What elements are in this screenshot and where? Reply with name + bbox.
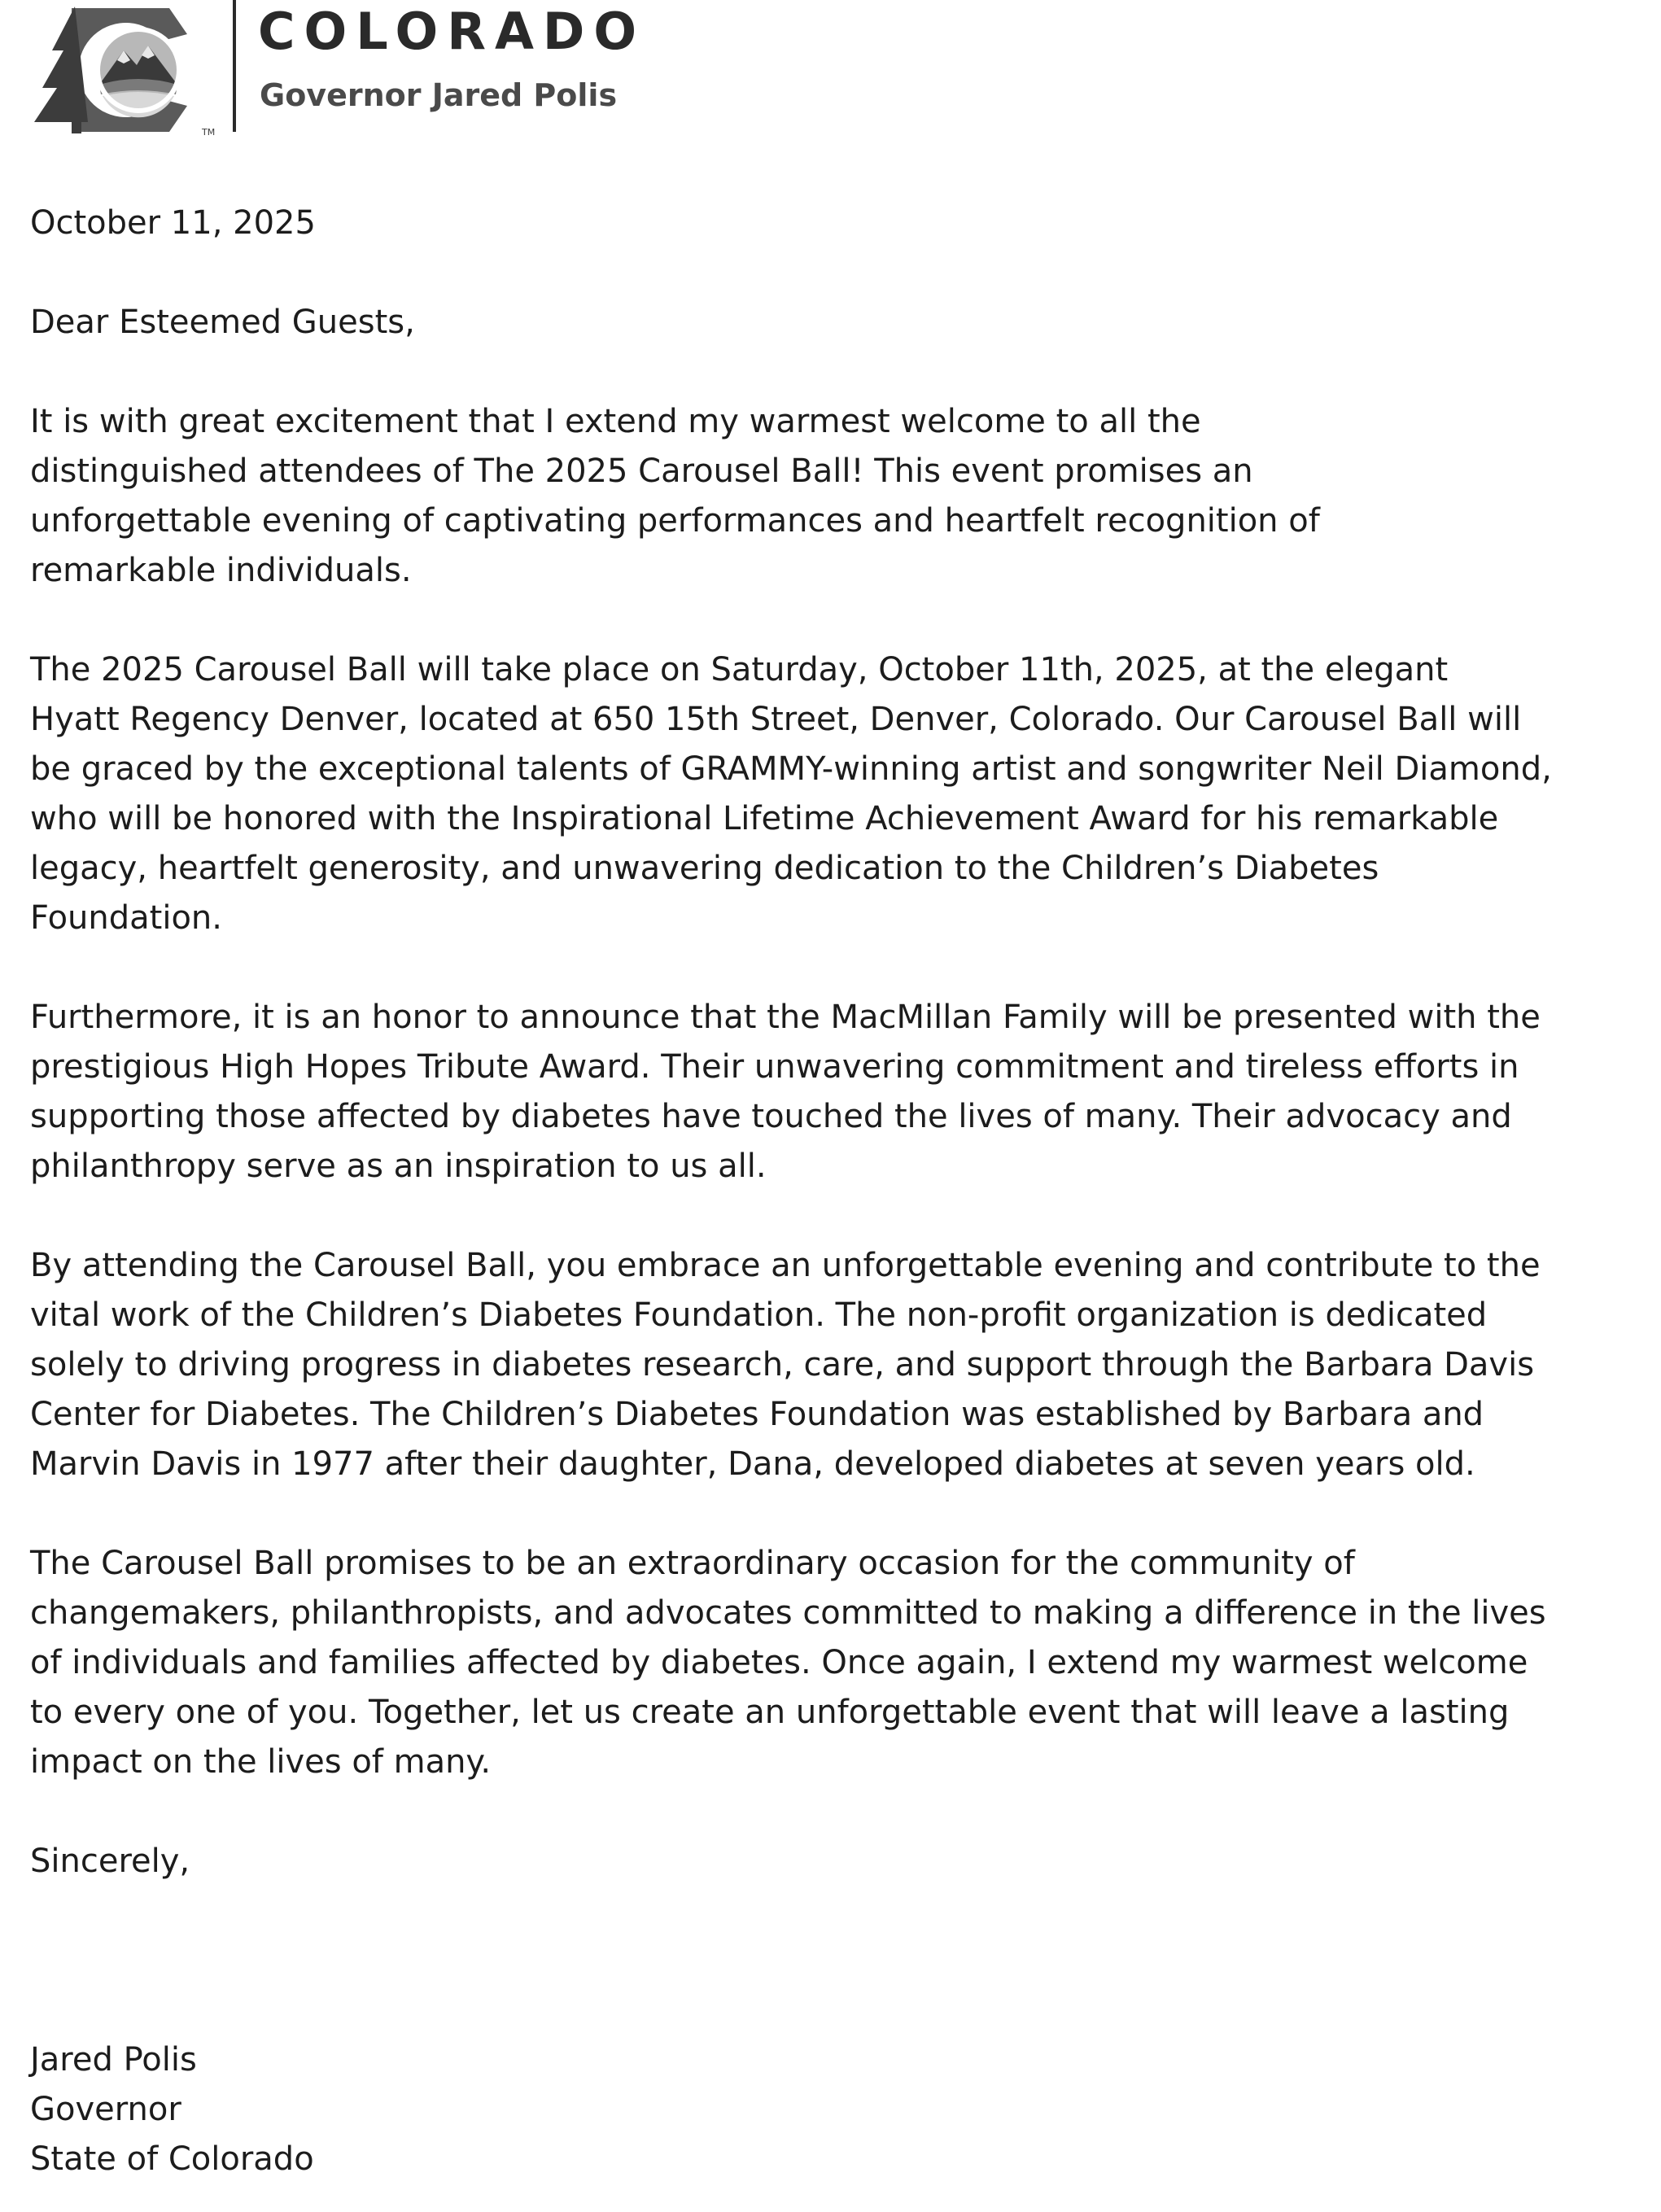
colorado-logo-icon [24,0,216,138]
trademark-text: TM [202,127,216,138]
closing: Sincerely, [30,1843,190,1880]
signer-organization: State of Colorado [30,2140,314,2178]
brand-state-name: COLORADO [258,2,646,61]
letter-date: October 11, 2025 [30,204,316,242]
signer-name: Jared Polis [30,2041,197,2079]
paragraph-closing-remarks: The Carousel Ball promises to be an extraordinary occasion for the community of changemakers, philanthropists, and advocates committed to making a difference in the lives of individuals and families affected by diabetes. Once again, I extend my warmest welcome to every one of you. Together, let us create an unforgettable event that will leave a lasting impact on the lives of many. [30,1545,1546,1781]
paragraph-welcome: It is with great excitement that I extend my warmest welcome to all the distinguished attendees of The 2025 Carousel Ball! This event promises an unforgettable evening of captivating performances and heartfelt recognition of remarkable individuals. [30,403,1320,589]
paragraph-event-details: The 2025 Carousel Ball will take place on Saturday, October 11th, 2025, at the elegant Hyatt Regency Denver, located at 650 15th Street, Denver, Colorado. Our Carousel Ball will be graced by the exceptional talents of GRAMMY-winning artist and songwriter Neil Diamond, who will be honored with the Inspirational Lifetime Achievement Award for his remarkable legacy, heartfelt generosity, and unwavering dedication to the Children’s Diabetes Foundation. [30,651,1552,937]
letterhead [24,0,838,138]
signature-block [30,2035,1625,2184]
paragraph-foundation: By attending the Carousel Ball, you embrace an unforgettable evening and contribute to the vital work of the Children’s Diabetes Foundation. The non-profit organization is dedicated solely to driving progress in diabetes research, care, and support through the Barbara Davis Center for Diabetes. The Children’s Diabetes Foundation was established by Barbara and Marvin Davis in 1977 after their daughter, Dana, developed diabetes at seven years old. [30,1247,1541,1483]
signer-title: Governor [30,2091,181,2128]
letter-body [30,199,1625,2184]
salutation: Dear Esteemed Guests, [30,304,415,341]
logo-divider [233,0,236,132]
paragraph-award: Furthermore, it is an honor to announce that the MacMillan Family will be presented with the prestigious High Hopes Tribute Award. Their unwavering commitment and tireless efforts in supporting those affected by diabetes have touched the lives of many. Their advocacy and philanthropy serve as an inspiration to us all. [30,999,1541,1185]
brand-office-name: Governor Jared Polis [260,77,618,113]
